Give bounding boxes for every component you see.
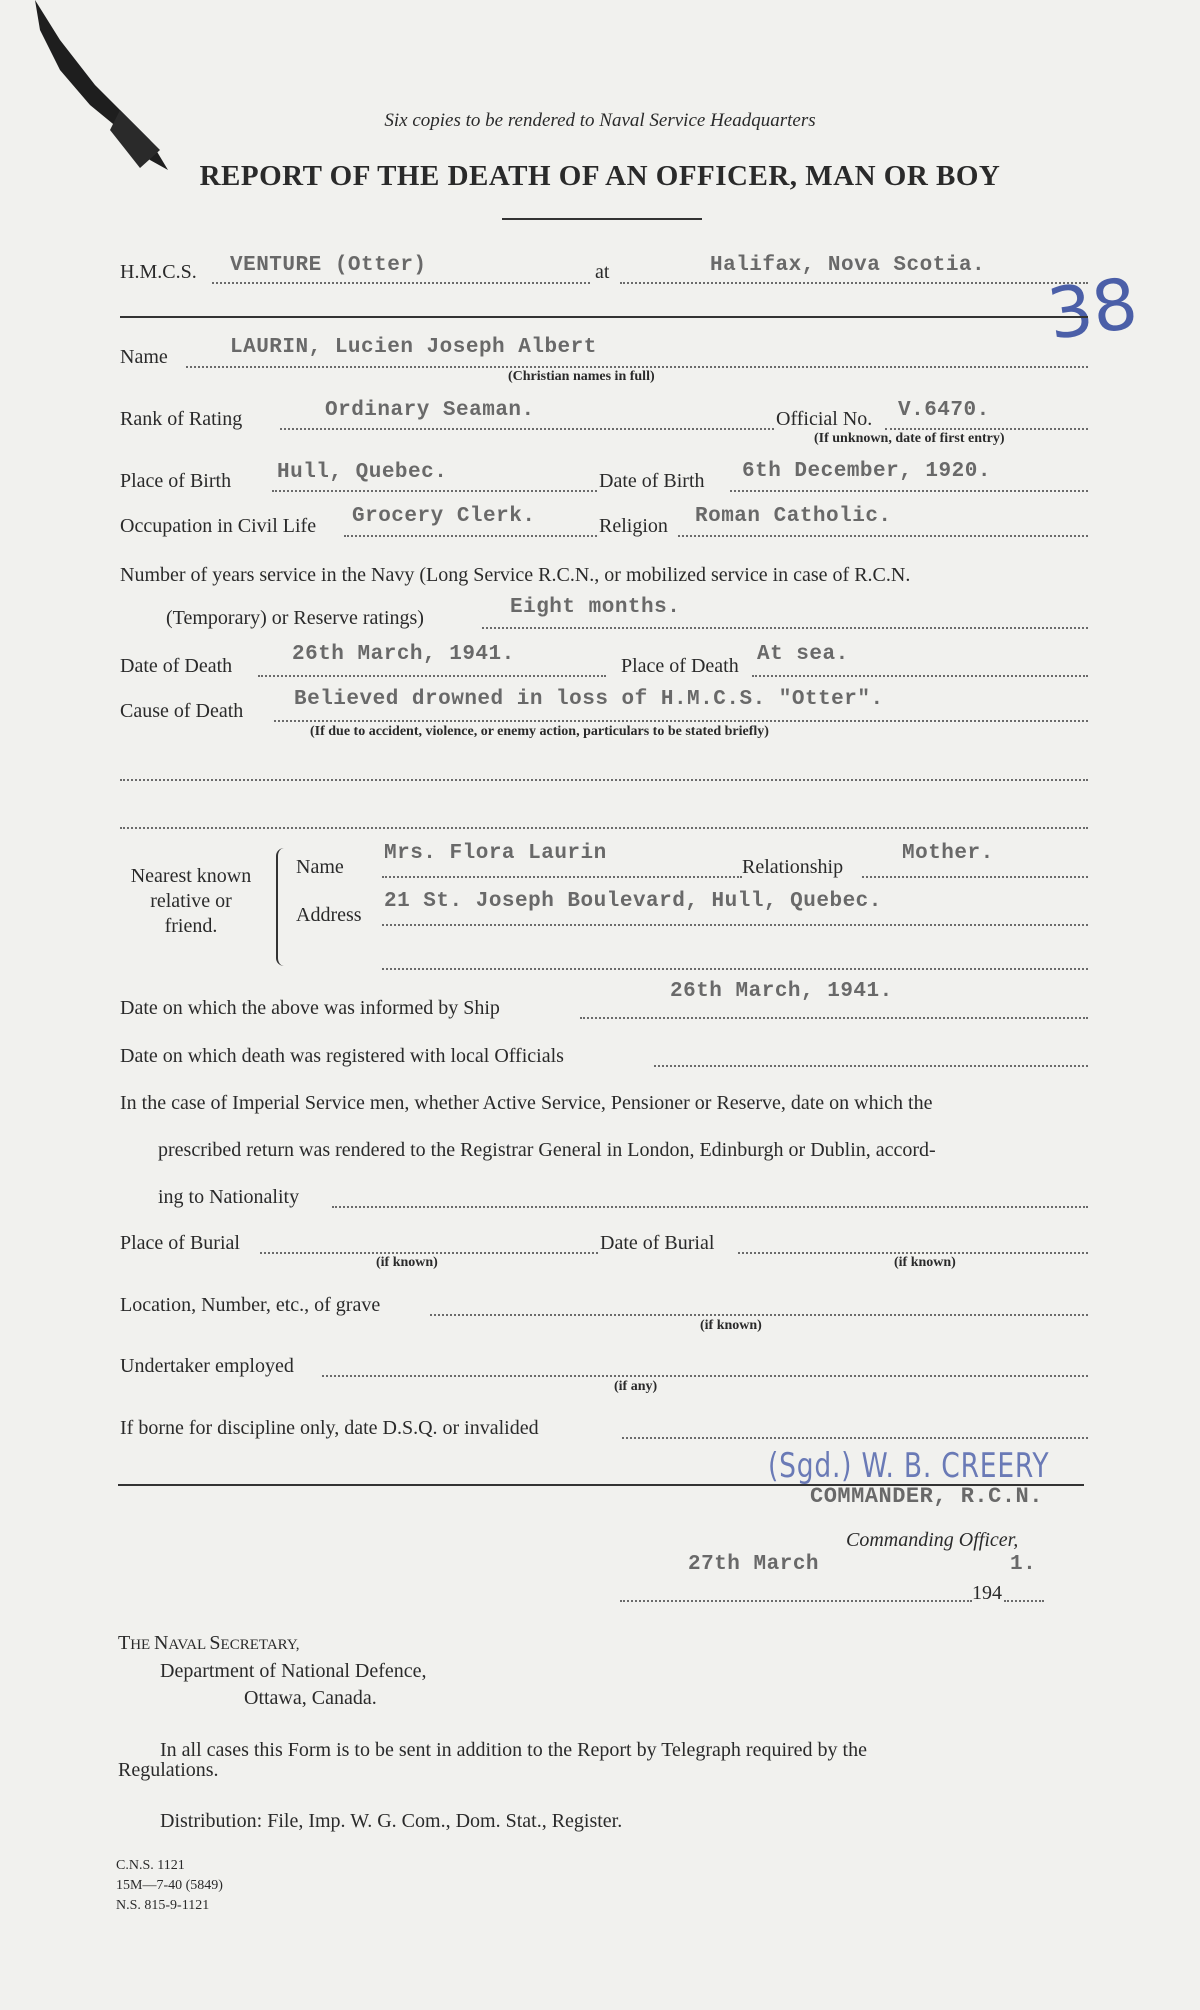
death-place-label: Place of Death: [621, 655, 739, 677]
cause-value: Believed drowned in loss of H.M.C.S. "Otter".: [294, 688, 884, 711]
grave-label: Location, Number, etc., of grave: [120, 1294, 381, 1316]
form-code-2: 15M—7-40 (5849): [116, 1878, 223, 1893]
signature-date-typed: 27th March: [688, 1553, 820, 1576]
birth-place-value: Hull, Quebec.: [277, 461, 448, 484]
addressee-cap-1: T: [118, 1632, 131, 1654]
commander-rank-typed: COMMANDER, R.C.N.: [810, 1484, 1043, 1509]
instruction-line1: In all cases this Form is to be sent in addition to the Report by Telegraph required by the: [160, 1739, 867, 1761]
imperial-line2: prescribed return was rendered to the Registrar General in London, Edinburgh or Dublin, accord-: [158, 1139, 936, 1161]
at-value: Halifax, Nova Scotia.: [710, 254, 986, 277]
burial-date-label: Date of Burial: [600, 1232, 715, 1254]
address-value: 21 St. Joseph Boulevard, Hull, Quebec.: [384, 890, 882, 913]
birth-date-value: 6th December, 1920.: [742, 460, 991, 483]
instruction-line2: Regulations.: [118, 1759, 219, 1781]
death-place-value: At sea.: [757, 643, 849, 666]
imperial-line1: In the case of Imperial Service men, whether Active Service, Pensioner or Reserve, date on which the: [120, 1092, 933, 1114]
name-hint: (Christian names in full): [508, 369, 655, 384]
death-date-value: 26th March, 1941.: [292, 643, 515, 666]
relationship-dotted-line: [862, 876, 1088, 878]
imperial-dotted-line: [332, 1206, 1088, 1208]
cause-label: Cause of Death: [120, 700, 244, 722]
rank-label: Rank of Rating: [120, 408, 243, 430]
hmcs-dotted-line: [212, 282, 590, 284]
form-code-3: N.S. 815-9-1121: [116, 1898, 210, 1913]
death-date-dotted-line: [258, 675, 606, 677]
addressee-small-2: AVAL: [168, 1637, 210, 1653]
relative-group-line2: relative or: [150, 890, 232, 912]
address-dotted-line: [382, 924, 1088, 926]
burial-place-dotted-line: [260, 1252, 598, 1254]
occupation-value: Grocery Clerk.: [352, 505, 536, 528]
commanding-officer-title: Commanding Officer,: [846, 1529, 1019, 1551]
religion-label: Religion: [599, 515, 668, 537]
name-value: LAURIN, Lucien Joseph Albert: [230, 336, 597, 359]
informed-value: 26th March, 1941.: [670, 980, 893, 1003]
death-place-dotted-line: [752, 675, 1088, 677]
signature-date-dotted-line: [620, 1600, 972, 1602]
relationship-value: Mother.: [902, 842, 994, 865]
service-dotted-line: [482, 627, 1088, 629]
occupation-dotted-line: [344, 535, 597, 537]
burial-date-dotted-line: [738, 1252, 1088, 1254]
signature-year-dotted-line: [1004, 1600, 1044, 1602]
name-dotted-line: [186, 366, 1088, 368]
signature-year-printed: 194: [972, 1582, 1002, 1604]
relative-group-line1: Nearest known: [130, 865, 252, 887]
birth-place-dotted-line: [272, 490, 597, 492]
name-label: Name: [120, 346, 168, 368]
form-code-1: C.N.S. 1121: [116, 1858, 185, 1873]
at-dotted-line: [620, 282, 1088, 284]
relative-group-line3: friend.: [164, 915, 218, 937]
at-label: at: [595, 261, 610, 283]
addressee-small-3: ECRETARY,: [220, 1637, 300, 1653]
cause-dotted-line: [274, 720, 1088, 722]
relative-brace: [276, 848, 286, 966]
grave-dotted-line: [430, 1314, 1088, 1316]
cause-extra-line-1: [120, 779, 1088, 781]
rank-value: Ordinary Seaman.: [325, 399, 535, 422]
death-date-label: Date of Death: [120, 655, 233, 677]
registered-dotted-line: [654, 1065, 1088, 1067]
service-value: Eight months.: [510, 596, 681, 619]
birth-date-label: Date of Birth: [599, 470, 705, 492]
distribution-line: Distribution: File, Imp. W. G. Com., Dom. Stat., Register.: [160, 1810, 623, 1832]
birth-date-dotted-line: [730, 490, 1088, 492]
grave-hint: (if known): [700, 1318, 762, 1333]
addressee-line2: Department of National Defence,: [160, 1660, 427, 1682]
hmcs-label: H.M.C.S.: [120, 261, 197, 283]
cause-hint: (If due to accident, violence, or enemy action, particulars to be stated briefly): [310, 724, 769, 739]
addressee-cap-3: S: [209, 1632, 221, 1654]
section-rule-top: [120, 316, 1088, 318]
burial-date-hint: (if known): [894, 1255, 956, 1270]
birth-place-label: Place of Birth: [120, 470, 232, 492]
copies-note: Six copies to be rendered to Naval Service Headquarters: [384, 110, 816, 131]
addressee-cap-2: N: [153, 1632, 169, 1654]
undertaker-dotted-line: [322, 1375, 1088, 1377]
discipline-label: If borne for discipline only, date D.S.Q. or invalided: [120, 1417, 539, 1439]
official-no-hint: (If unknown, date of first entry): [814, 431, 1005, 446]
form-title: REPORT OF THE DEATH OF AN OFFICER, MAN OR BOY: [199, 160, 1001, 192]
handwritten-annotation: 38: [1042, 262, 1143, 356]
religion-value: Roman Catholic.: [695, 505, 892, 528]
address-label: Address: [296, 904, 362, 926]
addressee-small-1: HE: [130, 1637, 154, 1653]
address-extra-line: [382, 968, 1088, 970]
undertaker-hint: (if any): [614, 1379, 658, 1394]
informed-label: Date on which the above was informed by Ship: [120, 997, 500, 1019]
hmcs-value: VENTURE (Otter): [230, 254, 427, 277]
burial-place-hint: (if known): [376, 1255, 438, 1270]
signature-year-typed: 1.: [1010, 1553, 1037, 1576]
addressee-line1: [118, 1632, 300, 1655]
religion-dotted-line: [678, 535, 1088, 537]
relative-name-value: Mrs. Flora Laurin: [384, 842, 607, 865]
undertaker-label: Undertaker employed: [120, 1355, 294, 1377]
rank-dotted-line: [280, 428, 774, 430]
imperial-line3: ing to Nationality: [158, 1186, 300, 1208]
registered-label: Date on which death was registered with local Officials: [120, 1045, 564, 1067]
burial-place-label: Place of Burial: [120, 1232, 240, 1254]
addressee-line3: Ottawa, Canada.: [244, 1687, 377, 1709]
discipline-dotted-line: [622, 1437, 1088, 1439]
service-label-line1: Number of years service in the Navy (Long Service R.C.N., or mobilized service in case of R.C.N.: [120, 564, 911, 586]
relative-name-label: Name: [296, 856, 344, 878]
title-underline: [502, 218, 702, 220]
informed-dotted-line: [580, 1017, 1088, 1019]
official-no-label: Official No.: [776, 408, 873, 430]
cause-extra-line-2: [120, 827, 1088, 829]
official-no-value: V.6470.: [898, 399, 990, 422]
official-no-dotted-line: [885, 428, 1088, 430]
service-label-line2: (Temporary) or Reserve ratings): [166, 607, 424, 629]
occupation-label: Occupation in Civil Life: [120, 515, 317, 537]
signature-stamp: (Sgd.) W. B. CREERY: [768, 1446, 1050, 1486]
relative-name-dotted-line: [382, 876, 742, 878]
relationship-label: Relationship: [742, 856, 844, 878]
